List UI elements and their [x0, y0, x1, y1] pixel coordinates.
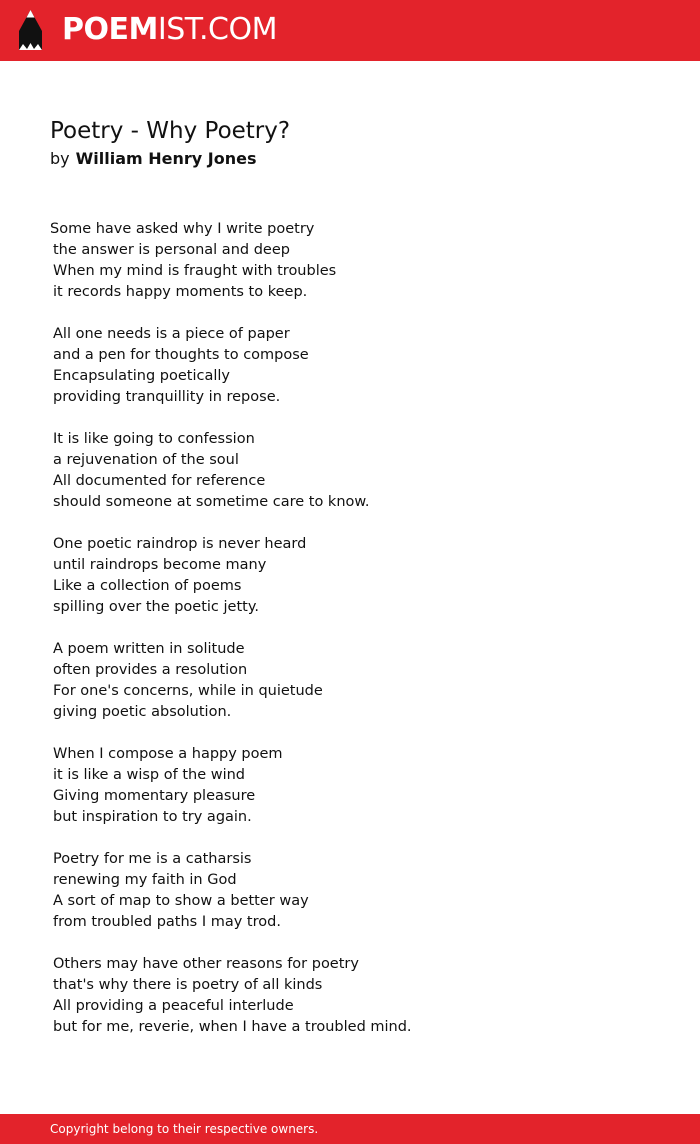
- poem-line: spilling over the poetic jetty.: [53, 599, 259, 615]
- logo-light-text: IST.COM: [157, 12, 277, 47]
- poem-byline: [50, 148, 256, 170]
- site-footer: [0, 1114, 700, 1144]
- poem-line: One poetic raindrop is never heard: [53, 536, 307, 552]
- poem-line: Others may have other reasons for poetry: [53, 956, 359, 972]
- poem-line: When my mind is fraught with troubles: [53, 263, 337, 279]
- poem-body: [50, 219, 670, 1059]
- poem-line: All providing a peaceful interlude: [53, 998, 294, 1014]
- poem-line: It is like going to confession: [53, 431, 255, 447]
- poem-line: a rejuvenation of the soul: [53, 452, 239, 468]
- poem-line: When I compose a happy poem: [53, 746, 283, 762]
- stanza: [50, 534, 670, 618]
- site-logo[interactable]: [62, 11, 277, 49]
- poem-line: should someone at sometime care to know.: [53, 494, 370, 510]
- stanza: [50, 324, 670, 408]
- poem-line: A sort of map to show a better way: [53, 893, 309, 909]
- poem-line: giving poetic absolution.: [53, 704, 232, 720]
- poem-line: Like a collection of poems: [53, 578, 242, 594]
- poem-line: it records happy moments to keep.: [53, 284, 308, 300]
- poem-title: Poetry - Why Poetry?: [50, 118, 291, 144]
- stanza: [50, 849, 670, 933]
- logo-bold-text: POEM: [62, 12, 158, 47]
- poem-line: Some have asked why I write poetry: [50, 221, 315, 237]
- poem-line: but for me, reverie, when I have a troubled mind.: [53, 1019, 412, 1035]
- stanza: [50, 219, 670, 303]
- poem-line: often provides a resolution: [53, 662, 248, 678]
- by-label: by: [50, 149, 70, 168]
- poem-line: renewing my faith in God: [53, 872, 237, 888]
- stanza: [50, 639, 670, 723]
- poem-line: A poem written in solitude: [53, 641, 245, 657]
- stanza: [50, 954, 670, 1038]
- poem-line: but inspiration to try again.: [53, 809, 252, 825]
- poem-line: Poetry for me is a catharsis: [53, 851, 252, 867]
- poem-author: William Henry Jones: [75, 149, 257, 168]
- stanza: [50, 429, 670, 513]
- poem-line: For one's concerns, while in quietude: [53, 683, 323, 699]
- poem-line: providing tranquillity in repose.: [53, 389, 281, 405]
- copyright-notice: Copyright belong to their respective owners.: [50, 1122, 319, 1136]
- stanza: [50, 744, 670, 828]
- poem-line: and a pen for thoughts to compose: [53, 347, 309, 363]
- poem-line: until raindrops become many: [53, 557, 267, 573]
- poem-line: Encapsulating poetically: [53, 368, 230, 384]
- poem-line: it is like a wisp of the wind: [53, 767, 246, 783]
- poem-line: All one needs is a piece of paper: [53, 326, 290, 342]
- site-header: [0, 0, 700, 61]
- poem-line: Giving momentary pleasure: [53, 788, 256, 804]
- poem-line: All documented for reference: [53, 473, 266, 489]
- poem-line: the answer is personal and deep: [53, 242, 290, 258]
- poem-line: that's why there is poetry of all kinds: [53, 977, 323, 993]
- pencil-logo-icon[interactable]: [17, 9, 44, 51]
- poem-line: from troubled paths I may trod.: [53, 914, 281, 930]
